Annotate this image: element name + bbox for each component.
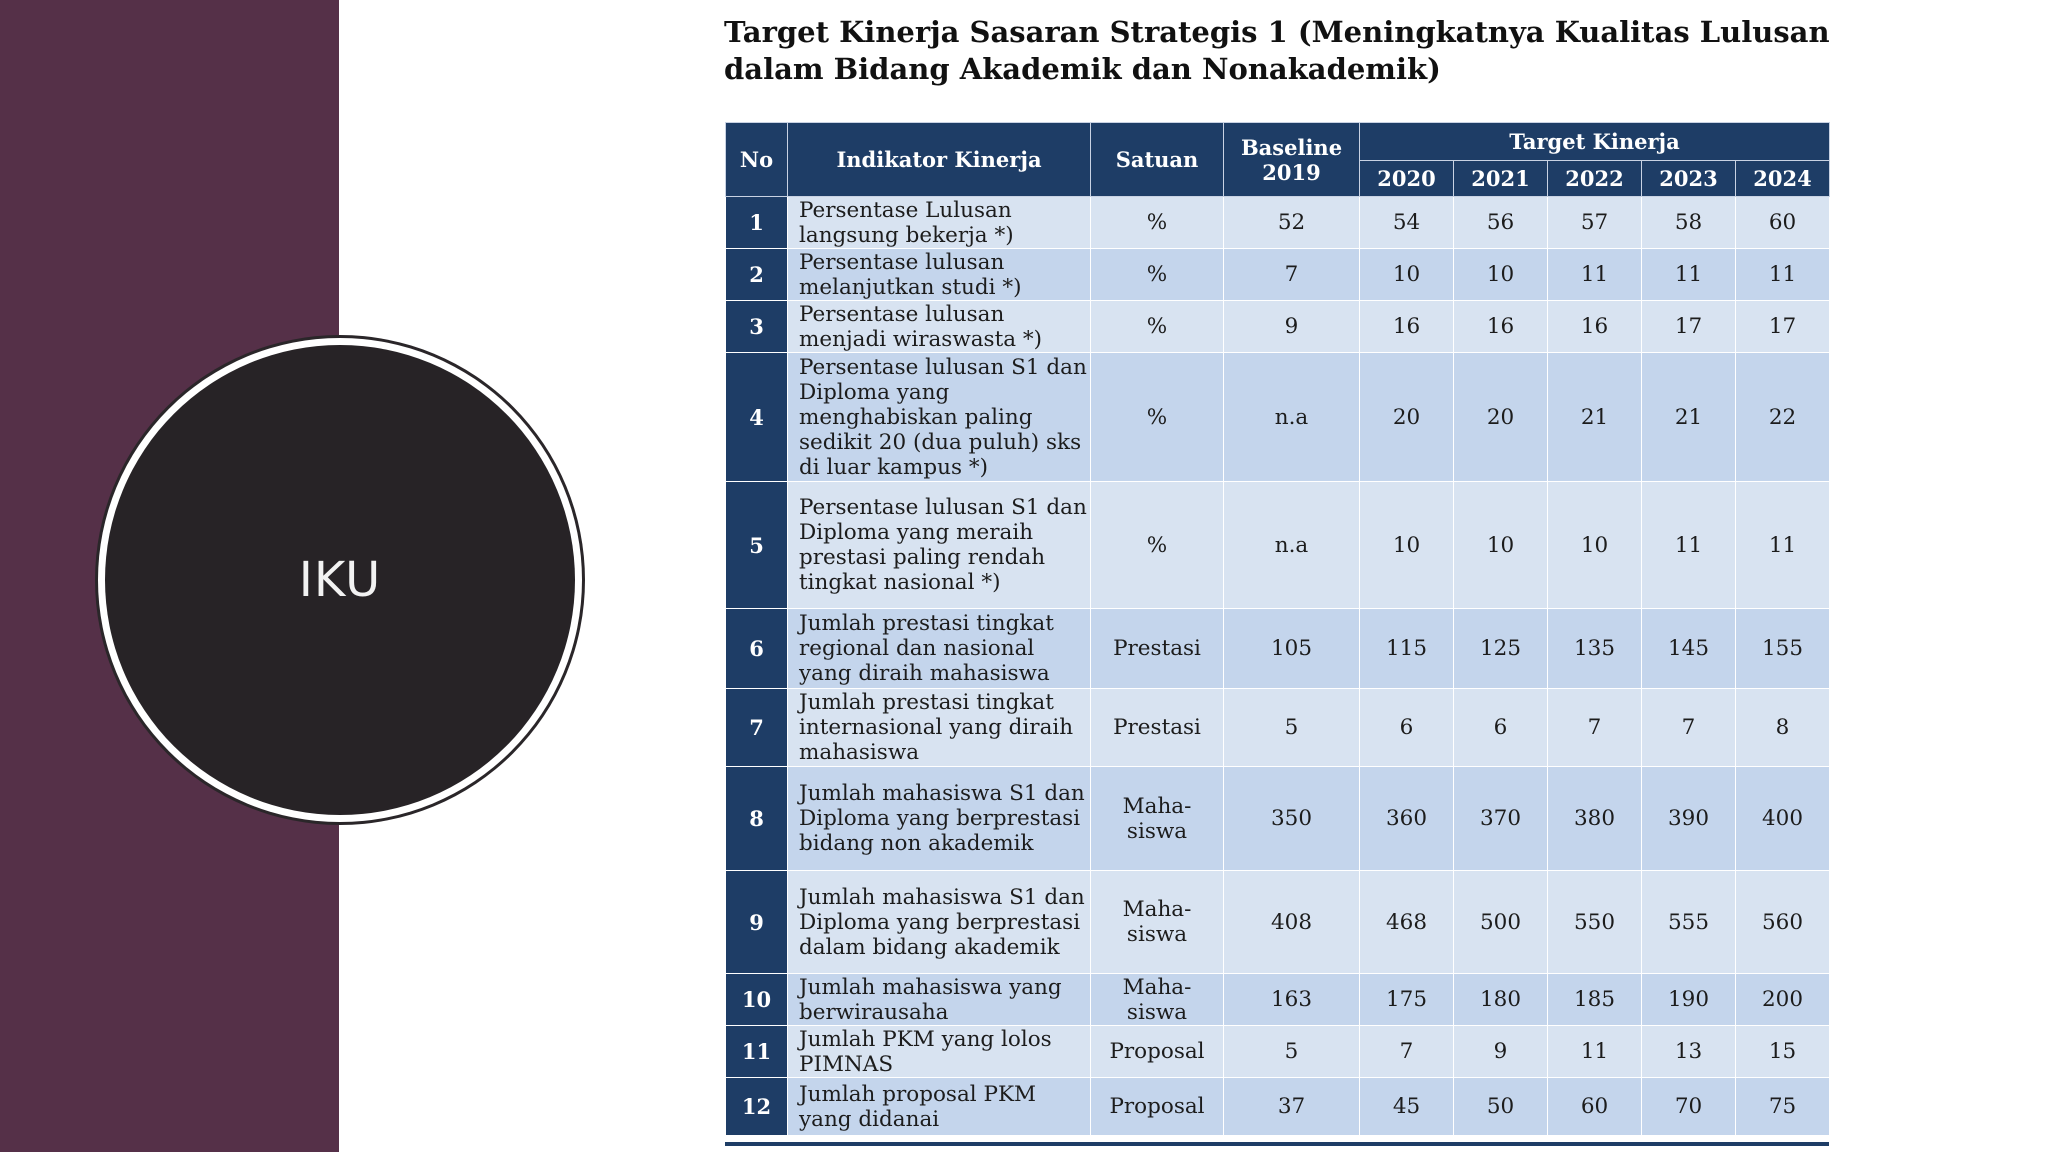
target-cell: 6 bbox=[1454, 689, 1548, 767]
header-no: No bbox=[726, 123, 788, 197]
indikator-cell: Jumlah prestasi tingkat internasional yang diraih mahasiswa bbox=[788, 689, 1091, 767]
target-cell: 70 bbox=[1642, 1078, 1736, 1136]
no-cell: 3 bbox=[726, 301, 788, 353]
target-cell: 56 bbox=[1454, 197, 1548, 249]
target-cell: 57 bbox=[1548, 197, 1642, 249]
target-cell: 135 bbox=[1548, 609, 1642, 689]
no-cell: 4 bbox=[726, 353, 788, 482]
target-cell: 7 bbox=[1642, 689, 1736, 767]
satuan-cell: % bbox=[1091, 301, 1224, 353]
target-cell: 555 bbox=[1642, 871, 1736, 974]
table-row bbox=[726, 1026, 1830, 1078]
baseline-cell: n.a bbox=[1224, 482, 1360, 609]
slide-title: Target Kinerja Sasaran Strategis 1 (Meningkatnya Kualitas Lulusan dalam Bidang Akademik dan Nonakademik) bbox=[724, 15, 1830, 86]
baseline-cell: 408 bbox=[1224, 871, 1360, 974]
satuan-cell: Maha-siswa bbox=[1091, 871, 1224, 974]
target-cell: 54 bbox=[1360, 197, 1454, 249]
table-row bbox=[726, 689, 1830, 767]
no-cell: 12 bbox=[726, 1078, 788, 1136]
table-row bbox=[726, 974, 1830, 1026]
target-cell: 11 bbox=[1736, 249, 1830, 301]
satuan-cell: Proposal bbox=[1091, 1078, 1224, 1136]
target-cell: 22 bbox=[1736, 353, 1830, 482]
header-indikator: Indikator Kinerja bbox=[788, 123, 1091, 197]
target-cell: 10 bbox=[1360, 249, 1454, 301]
target-cell: 15 bbox=[1736, 1026, 1830, 1078]
target-cell: 500 bbox=[1454, 871, 1548, 974]
satuan-cell: % bbox=[1091, 249, 1224, 301]
baseline-cell: 9 bbox=[1224, 301, 1360, 353]
target-cell: 21 bbox=[1548, 353, 1642, 482]
target-cell: 21 bbox=[1642, 353, 1736, 482]
header-baseline: Baseline 2019 bbox=[1224, 123, 1360, 197]
table-header-row bbox=[726, 123, 1830, 161]
no-cell: 6 bbox=[726, 609, 788, 689]
target-cell: 60 bbox=[1736, 197, 1830, 249]
target-cell: 45 bbox=[1360, 1078, 1454, 1136]
header-year: 2020 bbox=[1360, 161, 1454, 197]
baseline-cell: n.a bbox=[1224, 353, 1360, 482]
table-row bbox=[726, 249, 1830, 301]
baseline-cell: 5 bbox=[1224, 1026, 1360, 1078]
target-cell: 20 bbox=[1360, 353, 1454, 482]
table-row bbox=[726, 197, 1830, 249]
table-row bbox=[726, 767, 1830, 871]
target-cell: 175 bbox=[1360, 974, 1454, 1026]
target-cell: 13 bbox=[1642, 1026, 1736, 1078]
baseline-cell: 105 bbox=[1224, 609, 1360, 689]
target-cell: 50 bbox=[1454, 1078, 1548, 1136]
baseline-cell: 37 bbox=[1224, 1078, 1360, 1136]
header-year: 2023 bbox=[1642, 161, 1736, 197]
baseline-cell: 350 bbox=[1224, 767, 1360, 871]
header-year: 2022 bbox=[1548, 161, 1642, 197]
indikator-cell: Jumlah proposal PKM yang didanai bbox=[788, 1078, 1091, 1136]
baseline-cell: 7 bbox=[1224, 249, 1360, 301]
target-cell: 20 bbox=[1454, 353, 1548, 482]
indikator-cell: Jumlah mahasiswa S1 dan Diploma yang berprestasi dalam bidang akademik bbox=[788, 871, 1091, 974]
table-row bbox=[726, 609, 1830, 689]
target-cell: 60 bbox=[1548, 1078, 1642, 1136]
target-cell: 7 bbox=[1548, 689, 1642, 767]
no-cell: 8 bbox=[726, 767, 788, 871]
indikator-cell: Persentase lulusan S1 dan Diploma yang menghabiskan paling sedikit 20 (dua puluh) sks di luar kampus *) bbox=[788, 353, 1091, 482]
target-cell: 10 bbox=[1454, 249, 1548, 301]
target-cell: 360 bbox=[1360, 767, 1454, 871]
target-cell: 8 bbox=[1736, 689, 1830, 767]
target-cell: 125 bbox=[1454, 609, 1548, 689]
satuan-cell: Prestasi bbox=[1091, 609, 1224, 689]
target-cell: 11 bbox=[1548, 249, 1642, 301]
no-cell: 1 bbox=[726, 197, 788, 249]
target-cell: 58 bbox=[1642, 197, 1736, 249]
indikator-cell: Jumlah prestasi tingkat regional dan nasional yang diraih mahasiswa bbox=[788, 609, 1091, 689]
indikator-cell: Jumlah mahasiswa S1 dan Diploma yang berprestasi bidang non akademik bbox=[788, 767, 1091, 871]
header-year: 2024 bbox=[1736, 161, 1830, 197]
target-cell: 115 bbox=[1360, 609, 1454, 689]
target-cell: 7 bbox=[1360, 1026, 1454, 1078]
target-cell: 9 bbox=[1454, 1026, 1548, 1078]
baseline-cell: 5 bbox=[1224, 689, 1360, 767]
iku-label: IKU bbox=[298, 552, 382, 608]
satuan-cell: % bbox=[1091, 482, 1224, 609]
target-cell: 17 bbox=[1642, 301, 1736, 353]
target-cell: 370 bbox=[1454, 767, 1548, 871]
table-row bbox=[726, 353, 1830, 482]
no-cell: 11 bbox=[726, 1026, 788, 1078]
satuan-cell: Maha-siswa bbox=[1091, 767, 1224, 871]
target-cell: 185 bbox=[1548, 974, 1642, 1026]
target-cell: 380 bbox=[1548, 767, 1642, 871]
target-cell: 560 bbox=[1736, 871, 1830, 974]
target-cell: 155 bbox=[1736, 609, 1830, 689]
target-cell: 145 bbox=[1642, 609, 1736, 689]
table-row bbox=[726, 301, 1830, 353]
target-cell: 17 bbox=[1736, 301, 1830, 353]
target-cell: 11 bbox=[1642, 482, 1736, 609]
table-row bbox=[726, 482, 1830, 609]
no-cell: 10 bbox=[726, 974, 788, 1026]
indikator-cell: Persentase lulusan menjadi wiraswasta *) bbox=[788, 301, 1091, 353]
target-cell: 550 bbox=[1548, 871, 1642, 974]
target-cell: 11 bbox=[1736, 482, 1830, 609]
target-cell: 400 bbox=[1736, 767, 1830, 871]
table-bottom-edge bbox=[725, 1142, 1829, 1146]
no-cell: 9 bbox=[726, 871, 788, 974]
target-cell: 10 bbox=[1454, 482, 1548, 609]
no-cell: 7 bbox=[726, 689, 788, 767]
no-cell: 2 bbox=[726, 249, 788, 301]
target-cell: 468 bbox=[1360, 871, 1454, 974]
target-cell: 6 bbox=[1360, 689, 1454, 767]
satuan-cell: % bbox=[1091, 353, 1224, 482]
baseline-cell: 163 bbox=[1224, 974, 1360, 1026]
table-row bbox=[726, 1078, 1830, 1136]
indikator-cell: Jumlah mahasiswa yang berwirausaha bbox=[788, 974, 1091, 1026]
target-cell: 190 bbox=[1642, 974, 1736, 1026]
satuan-cell: % bbox=[1091, 197, 1224, 249]
no-cell: 5 bbox=[726, 482, 788, 609]
header-year: 2021 bbox=[1454, 161, 1548, 197]
target-cell: 390 bbox=[1642, 767, 1736, 871]
kpi-table bbox=[725, 122, 1830, 1136]
baseline-cell: 52 bbox=[1224, 197, 1360, 249]
target-cell: 16 bbox=[1548, 301, 1642, 353]
target-cell: 16 bbox=[1454, 301, 1548, 353]
indikator-cell: Persentase lulusan melanjutkan studi *) bbox=[788, 249, 1091, 301]
target-cell: 10 bbox=[1360, 482, 1454, 609]
target-cell: 11 bbox=[1548, 1026, 1642, 1078]
target-cell: 200 bbox=[1736, 974, 1830, 1026]
target-cell: 11 bbox=[1642, 249, 1736, 301]
iku-circle bbox=[105, 345, 575, 815]
indikator-cell: Persentase lulusan S1 dan Diploma yang meraih prestasi paling rendah tingkat nasional *) bbox=[788, 482, 1091, 609]
target-cell: 75 bbox=[1736, 1078, 1830, 1136]
satuan-cell: Proposal bbox=[1091, 1026, 1224, 1078]
satuan-cell: Prestasi bbox=[1091, 689, 1224, 767]
satuan-cell: Maha-siswa bbox=[1091, 974, 1224, 1026]
target-cell: 10 bbox=[1548, 482, 1642, 609]
header-target: Target Kinerja bbox=[1360, 123, 1830, 161]
indikator-cell: Persentase Lulusan langsung bekerja *) bbox=[788, 197, 1091, 249]
table-row bbox=[726, 871, 1830, 974]
indikator-cell: Jumlah PKM yang lolos PIMNAS bbox=[788, 1026, 1091, 1078]
target-cell: 16 bbox=[1360, 301, 1454, 353]
target-cell: 180 bbox=[1454, 974, 1548, 1026]
header-satuan: Satuan bbox=[1091, 123, 1224, 197]
